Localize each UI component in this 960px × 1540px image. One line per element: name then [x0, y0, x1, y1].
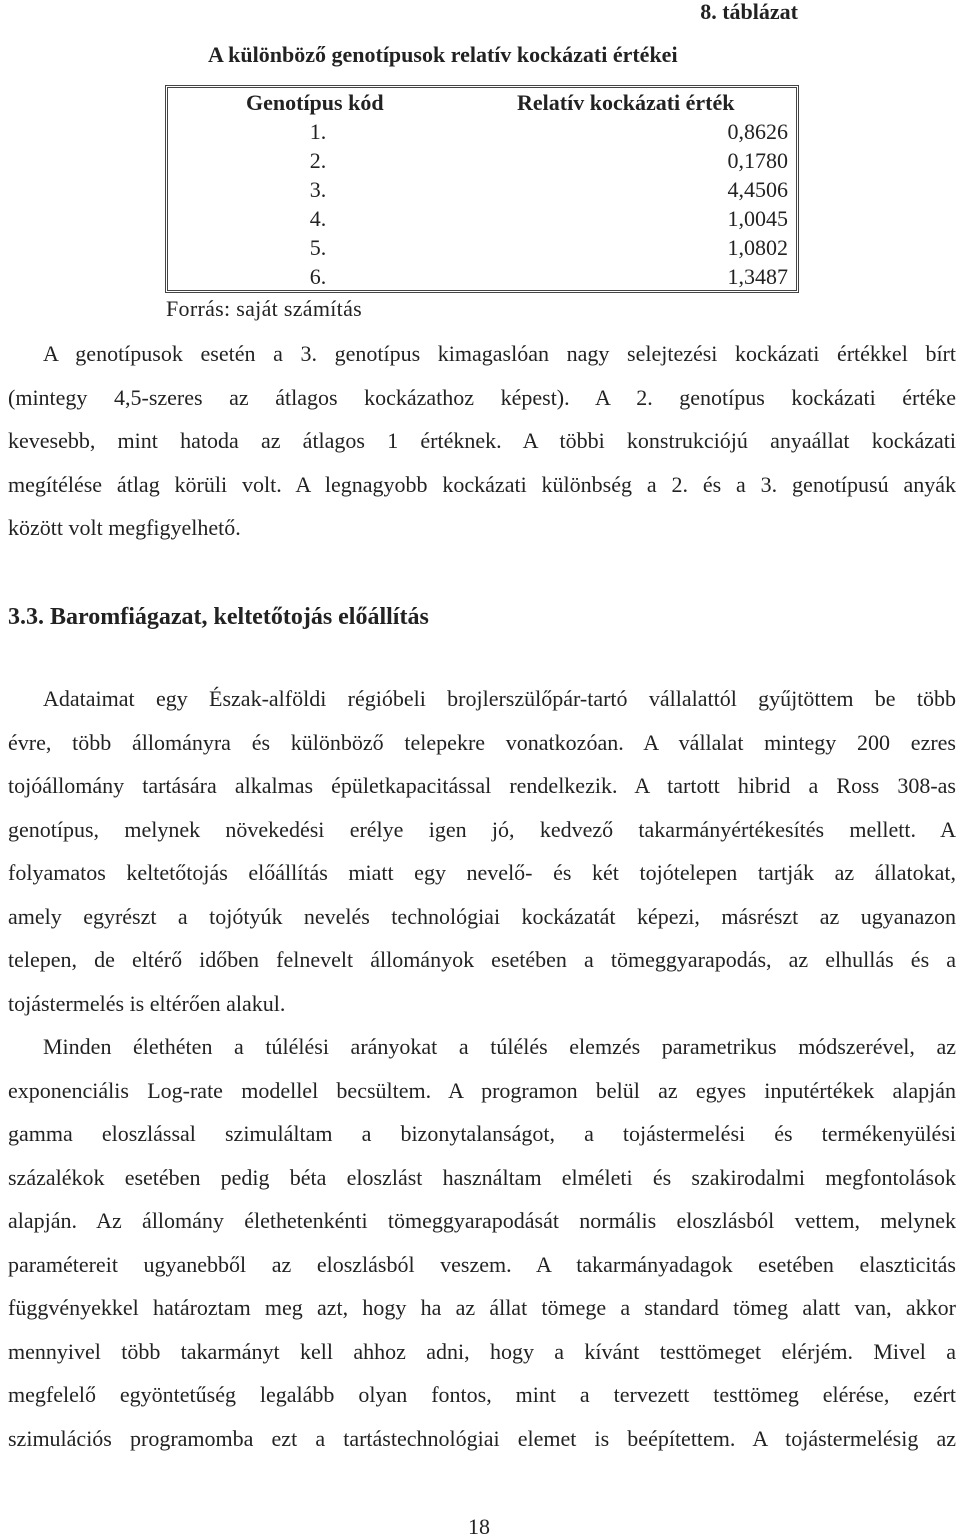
paragraph-poultry-data [8, 677, 956, 1025]
paragraph-line: évre, több állományra és különböző telepekre vonatkozóan. A vállalat mintegy 200 ezres [8, 729, 956, 755]
genotype-code-cell: 1. [309, 119, 327, 144]
relative-risk-cell: 4,4506 [727, 177, 788, 202]
genotype-code-cell: 6. [309, 264, 327, 289]
header-genotype-code: Genotípus kód [246, 90, 384, 115]
relative-risk-cell: 0,1780 [727, 148, 788, 173]
genotype-code-cell: 3. [309, 177, 327, 202]
paragraph-line: között volt megfigyelhető. [8, 515, 241, 540]
paragraph-line: paramétereit ugyanebből az eloszlásból veszem. A takarmányadagok esetében elaszticitás [8, 1251, 956, 1277]
genotype-code-cell: 5. [309, 235, 327, 260]
page-number: 18 [468, 1514, 490, 1539]
paragraph-line: megítélése átlag körüli volt. A legnagyobb kockázati különbség a 2. és a 3. genotípusú anyák [8, 471, 956, 497]
relative-risk-cell: 1,0045 [727, 206, 788, 231]
paragraph-line: százalékok esetében pedig béta eloszlást használtam elméleti és szakirodalmi megfontolások [8, 1164, 956, 1190]
relative-risk-cell: 1,0802 [727, 235, 788, 260]
paragraph-line: kevesebb, mint hatoda az átlagos 1 értéknek. A többi konstrukciójú anyaállat kockázati [8, 428, 956, 453]
table-row [168, 233, 796, 262]
table-source-note: Forrás: saját számítás [166, 296, 362, 321]
paragraph-line: genotípus, melynek növekedési erélye igen jó, kedvező takarmányértékesítés mellett. A [8, 816, 956, 842]
table-row [168, 117, 796, 146]
paragraph-line: folyamatos keltetőtojás előállítás miatt egy nevelő- és két tojótelepen tartják az állatokat, [8, 860, 956, 885]
paragraph-line: telepen, de eltérő időben felnevelt állományok esetében a tömeggyarapodás, az elhullás és a [8, 947, 956, 972]
table-title: A különböző genotípusok relatív kockázati értékei [208, 42, 678, 67]
paragraph-genotype-results [8, 332, 956, 550]
paragraph-line: függvényekkel határoztam meg azt, hogy ha az állat tömege a standard tömeg alatt van, akkor [8, 1295, 956, 1320]
paragraph-line: megfelelő egyöntetűség legalább olyan fontos, mint a tervezett testtömeg elérése, ezért [8, 1382, 956, 1407]
paragraph-line: tojóállomány tartására alkalmas épületkapacitással rendelkezik. A tartott hibrid a Ross 308-as [8, 773, 956, 798]
paragraph-line: szimulációs programomba ezt a tartástechnológiai elemet is beépítettem. A tojástermelésig az [8, 1425, 956, 1451]
paragraph-line: exponenciális Log-rate modellel becsültem. A programon belül az egyes inputértékek alapján [8, 1077, 956, 1103]
relative-risk-cell: 1,3487 [727, 264, 788, 289]
paragraph-line: gamma eloszlással szimuláltam a bizonytalanságot, a tojástermelési és termékenyülési [8, 1121, 956, 1146]
paragraph-line: amely egyrészt a tojótyúk nevelés technológiai kockázatát képezi, másrészt az ugyanazon [8, 903, 956, 929]
genotype-code-cell: 4. [309, 206, 327, 231]
table-row [168, 262, 796, 291]
paragraph-line: mennyivel több takarmányt kell ahhoz adni, hogy a kívánt testtömeget elérjém. Mivel a [8, 1338, 956, 1364]
table-row [168, 175, 796, 204]
data-table [165, 85, 799, 293]
relative-risk-cell: 0,8626 [727, 119, 788, 144]
paragraph-line: tojástermelés is eltérően alakul. [8, 990, 286, 1016]
table-row [168, 204, 796, 233]
genotype-code-cell: 2. [309, 148, 327, 173]
paragraph-line: (mintegy 4,5-szeres az átlagos kockázathoz képest). A 2. genotípus kockázati értéke [8, 384, 956, 410]
paragraph-simulation-method [8, 1025, 956, 1460]
paragraph-line: A genotípusok esetén a 3. genotípus kimagaslóan nagy selejtezési kockázati értékkel bírt [43, 341, 956, 366]
table-row [168, 146, 796, 175]
paragraph-line: Minden élethéten a túlélési arányokat a túlélés elemzés parametrikus módszerével, az [43, 1034, 956, 1059]
table-header-row [168, 88, 796, 117]
header-relative-risk: Relatív kockázati érték [517, 90, 735, 115]
paragraph-line: alapján. Az állomány élethetenkénti tömeggyarapodását normális eloszlásból vettem, melynek [8, 1208, 956, 1233]
paragraph-line: Adataimat egy Észak-alföldi régióbeli brojlerszülőpár-tartó vállalattól gyűjtöttem be több [43, 686, 956, 711]
table-label: 8. táblázat [700, 0, 798, 24]
section-heading: 3.3. Baromfiágazat, keltetőtojás előállítás [8, 604, 429, 630]
